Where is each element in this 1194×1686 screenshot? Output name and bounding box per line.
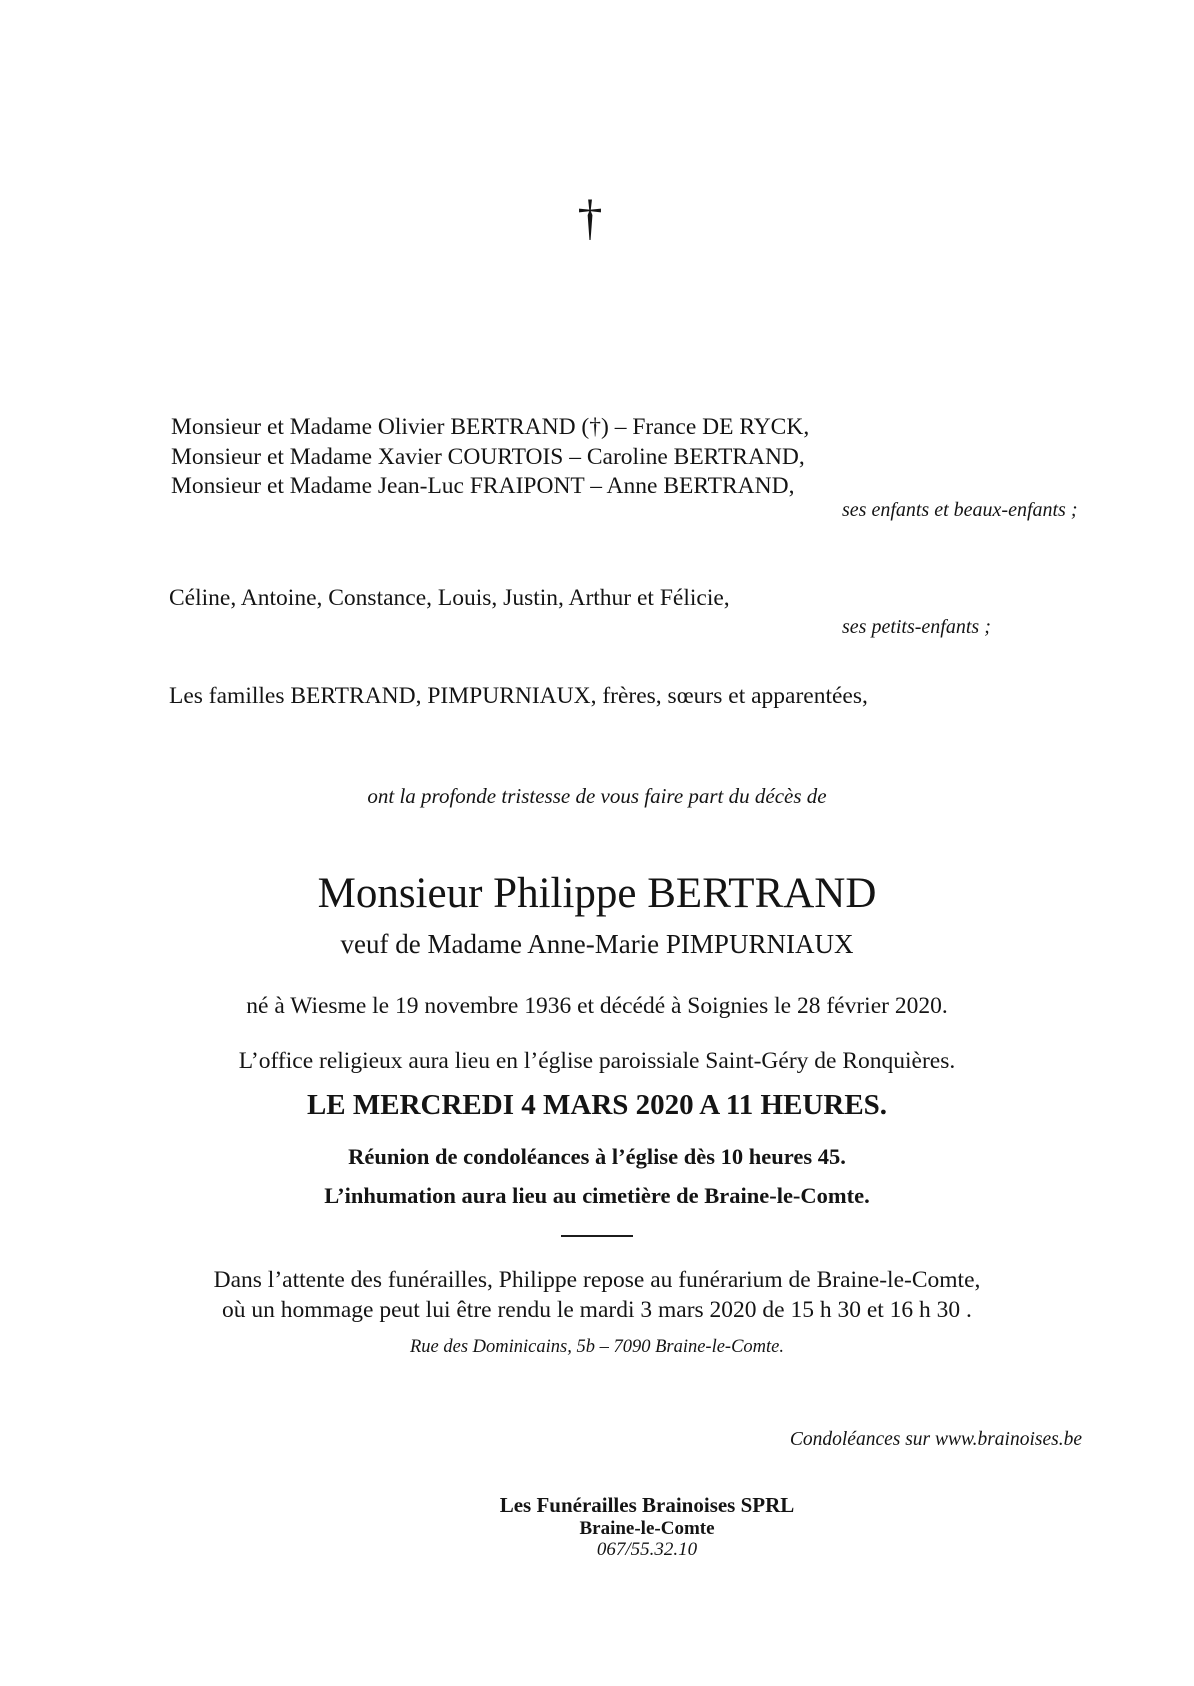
family-line: Monsieur et Madame Xavier COURTOIS – Caroline BERTRAND, <box>171 443 805 470</box>
funeral-home-city: Braine-le-Comte <box>579 1518 715 1539</box>
grandchildren-caption: ses petits-enfants ; <box>842 616 991 638</box>
visitation-line: où un hommage peut lui être rendu le mardi 3 mars 2020 de 15 h 30 et 16 h 30 . <box>222 1297 972 1323</box>
funeral-home-name: Les Funérailles Brainoises SPRL <box>499 1493 795 1517</box>
burial-line: L’inhumation aura lieu au cimetière de Braine-le-Comte. <box>324 1183 870 1208</box>
deceased-name: Monsieur Philippe BERTRAND <box>317 870 877 917</box>
grandchildren-names: Céline, Antoine, Constance, Louis, Justin, Arthur et Félicie, <box>169 585 730 611</box>
extended-families-line: Les familles BERTRAND, PIMPURNIAUX, frères, sœurs et apparentées, <box>169 683 868 709</box>
cross-icon: † <box>577 189 603 245</box>
visitation-block <box>0 1265 1194 1325</box>
online-condolences-line: Condoléances sur www.brainoises.be <box>789 1429 1082 1450</box>
children-caption: ses enfants et beaux-enfants ; <box>842 499 1078 521</box>
family-line: Monsieur et Madame Olivier BERTRAND (†) – France DE RYCK, <box>171 414 810 440</box>
funeral-home-address: Rue des Dominicains, 5b – 7090 Braine-le-Comte. <box>409 1337 785 1357</box>
family-line: Monsieur et Madame Jean-Luc FRAIPONT – Anne BERTRAND, <box>171 473 795 499</box>
life-dates-line: né à Wiesme le 19 novembre 1936 et décédé à Soignies le 28 février 2020. <box>246 993 948 1019</box>
family-lines-block <box>171 413 809 502</box>
condolence-meeting-line: Réunion de condoléances à l’église dès 10 heures 45. <box>348 1144 846 1169</box>
section-divider <box>561 1235 633 1237</box>
spouse-line: veuf de Madame Anne-Marie PIMPURNIAUX <box>340 929 854 959</box>
announcement-line: ont la profonde tristesse de vous faire part du décès de <box>367 784 827 808</box>
funeral-home-footer <box>100 1493 1194 1560</box>
service-location-line: L’office religieux aura lieu en l’église paroissiale Saint-Géry de Ronquières. <box>238 1048 956 1074</box>
visitation-line: Dans l’attente des funérailles, Philippe repose au funérarium de Braine-le-Comte, <box>213 1267 981 1293</box>
service-datetime-line: LE MERCREDI 4 MARS 2020 A 11 HEURES. <box>306 1089 888 1121</box>
funeral-home-phone: 067/55.32.10 <box>596 1539 698 1560</box>
